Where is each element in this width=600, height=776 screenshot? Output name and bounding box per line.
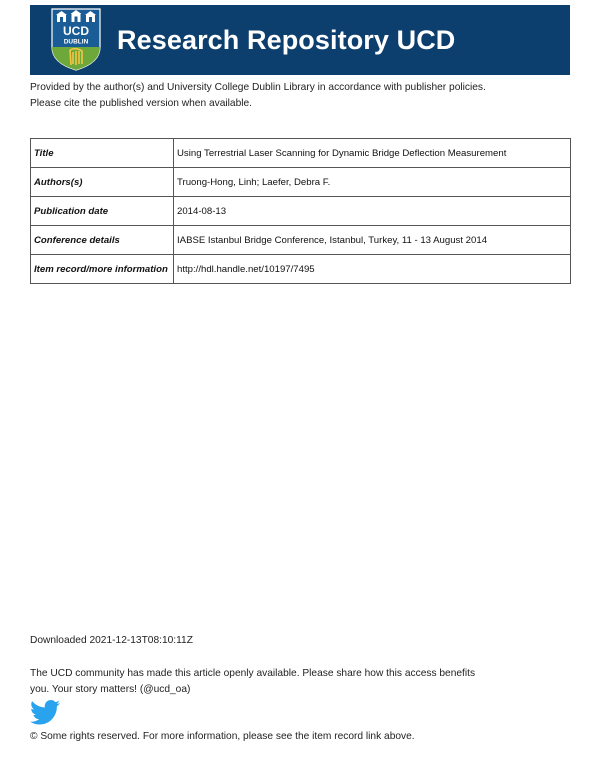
community-notice: The UCD community has made this article openly available. Please share how this access benefits you. Your story matters! (@ucd_oa) <box>30 668 476 695</box>
ucd-crest-logo <box>50 7 102 71</box>
metadata-row-authors <box>31 168 571 197</box>
metadata-label: Authors(s) <box>31 168 174 197</box>
metadata-value: Using Terrestrial Laser Scanning for Dynamic Bridge Deflection Measurement <box>174 139 571 168</box>
metadata-row-publication-date <box>31 197 571 226</box>
provided-notice: Provided by the author(s) and University College Dublin Library in accordance with publisher policies. Please cite the published version when available. <box>30 82 486 109</box>
metadata-row-conference <box>31 226 571 255</box>
metadata-label: Publication date <box>31 197 174 226</box>
crest-ucd-text: UCD <box>63 24 89 38</box>
crest-dublin-text: DUBLIN <box>63 38 89 46</box>
banner-title: Research Repository UCD <box>117 25 456 55</box>
metadata-label: Conference details <box>31 226 174 255</box>
metadata-value: 2014-08-13 <box>174 197 571 226</box>
twitter-icon[interactable] <box>30 700 60 725</box>
metadata-row-item-record <box>31 255 571 284</box>
repository-banner <box>30 5 570 75</box>
metadata-label: Item record/more information <box>31 255 174 284</box>
metadata-table <box>30 138 571 284</box>
metadata-label: Title <box>31 139 174 168</box>
metadata-row-title <box>31 139 571 168</box>
metadata-value: IABSE Istanbul Bridge Conference, Istanbul, Turkey, 11 - 13 August 2014 <box>174 226 571 255</box>
rights-notice: © Some rights reserved. For more information, please see the item record link above. <box>30 731 415 742</box>
downloaded-timestamp: Downloaded 2021-12-13T08:10:11Z <box>30 635 193 646</box>
item-record-link[interactable]: http://hdl.handle.net/10197/7495 <box>174 255 571 284</box>
metadata-value: Truong-Hong, Linh; Laefer, Debra F. <box>174 168 571 197</box>
